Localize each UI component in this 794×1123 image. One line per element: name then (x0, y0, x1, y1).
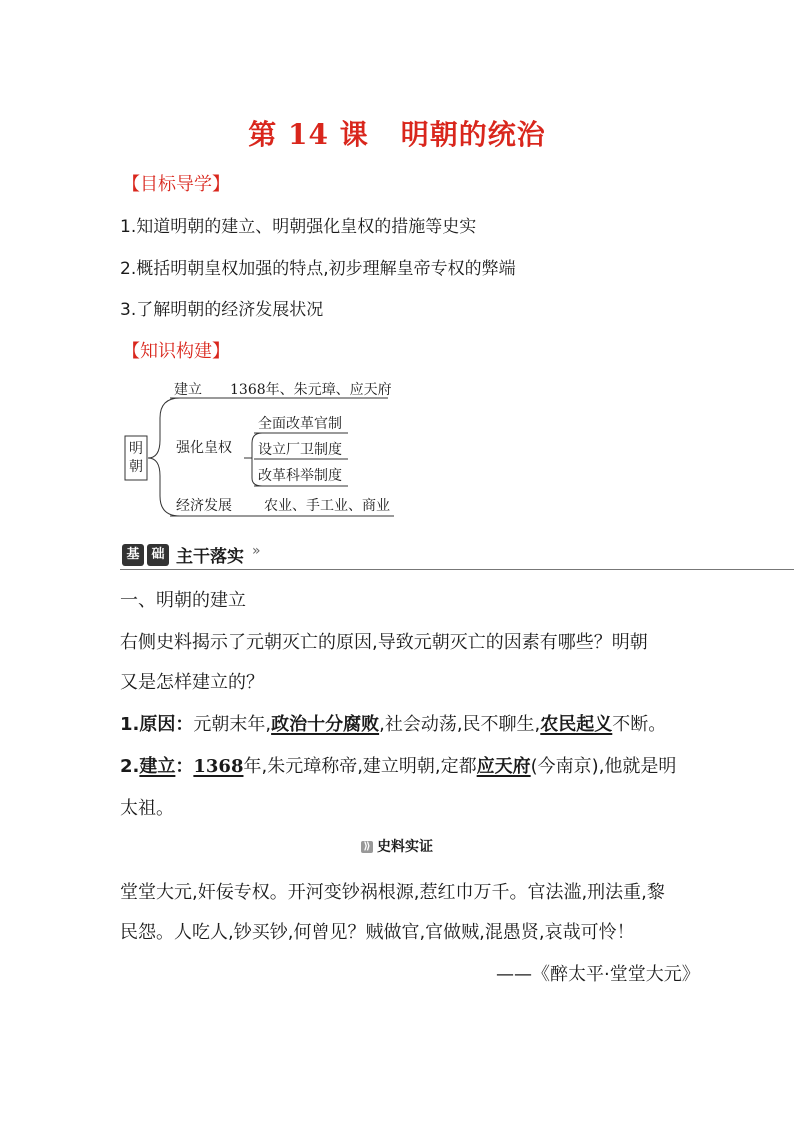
mindmap-branch-label: 强化皇权 (176, 440, 232, 456)
question-text: 又是怎样建立的？ (120, 672, 264, 693)
founding-text: (今南京),他就是明 (530, 756, 677, 777)
key-year: 1368 (193, 756, 244, 777)
section-heading: 一、明朝的建立 (120, 590, 246, 611)
mindmap-sub-item: 改革科举制度 (258, 468, 342, 484)
structure-heading: 【知识构建】 (122, 341, 230, 362)
cause-label: 1.原因： (120, 714, 194, 735)
lesson-name: 明朝的统治 (400, 118, 546, 151)
founding-colon: ： (175, 756, 194, 777)
key-term: 应天府 (476, 756, 531, 777)
source-icon: ⟫ (361, 841, 373, 853)
mindmap-branch-detail: 农业、手工业、商业 (264, 498, 390, 514)
cause-line (120, 710, 666, 736)
banner-arrow-icon: » (252, 543, 261, 559)
cause-text: 元朝末年, (193, 714, 272, 735)
founding-label-number: 2. (120, 756, 140, 777)
cause-text: 不断。 (612, 714, 667, 735)
founding-label: 建立 (139, 756, 176, 777)
key-term: 政治十分腐败 (271, 714, 380, 735)
mindmap-sub-item: 全面改革官制 (258, 416, 342, 432)
question-text: 右侧史料揭示了元朝灭亡的原因,导致元朝灭亡的因素有哪些？明朝 (120, 632, 648, 653)
founding-line (120, 752, 676, 778)
mindmap-branch-label: 建立 (174, 382, 202, 398)
mindmap-root-char2: 朝 (129, 459, 143, 475)
key-term: 农民起义 (540, 714, 613, 735)
source-heading (0, 836, 794, 856)
founding-line-2: 太祖。 (120, 798, 174, 819)
cause-text: ,社会动荡,民不聊生, (379, 714, 541, 735)
objective-item: 3.了解明朝的经济发展状况 (120, 300, 324, 320)
objective-item: 2.概括明朝皇权加强的特点,初步理解皇帝专权的弊端 (120, 259, 516, 279)
source-text: 民怨。人吃人,钞买钞,何曾见？贼做官,官做贼,混愚贤,哀哉可怜！ (120, 922, 635, 943)
objectives-heading: 【目标导学】 (122, 174, 230, 195)
objective-item: 1.知道明朝的建立、明朝强化皇权的措施等史实 (120, 217, 477, 237)
mindmap-branch-detail: 1368年、朱元璋、应天府 (230, 382, 392, 398)
banner-badge: 础 (147, 544, 169, 566)
source-heading-label: 史料实证 (377, 839, 433, 855)
banner-badge: 基 (122, 544, 144, 566)
lesson-number: 第 14 课 (248, 118, 369, 151)
mindmap-sub-item: 设立厂卫制度 (258, 442, 342, 458)
founding-text: 年,朱元璋称帝,建立明朝,定都 (243, 756, 477, 777)
section-banner (120, 540, 794, 568)
source-citation: ——《醉太平·堂堂大元》 (496, 964, 700, 985)
banner-title: 主干落实 (176, 547, 244, 567)
mindmap-root-char1: 明 (129, 441, 143, 457)
banner-divider (120, 569, 794, 570)
source-text: 堂堂大元,奸佞专权。开河变钞祸根源,惹红巾万千。官法滥,刑法重,黎 (120, 882, 665, 903)
mindmap-branch-label: 经济发展 (176, 498, 232, 514)
